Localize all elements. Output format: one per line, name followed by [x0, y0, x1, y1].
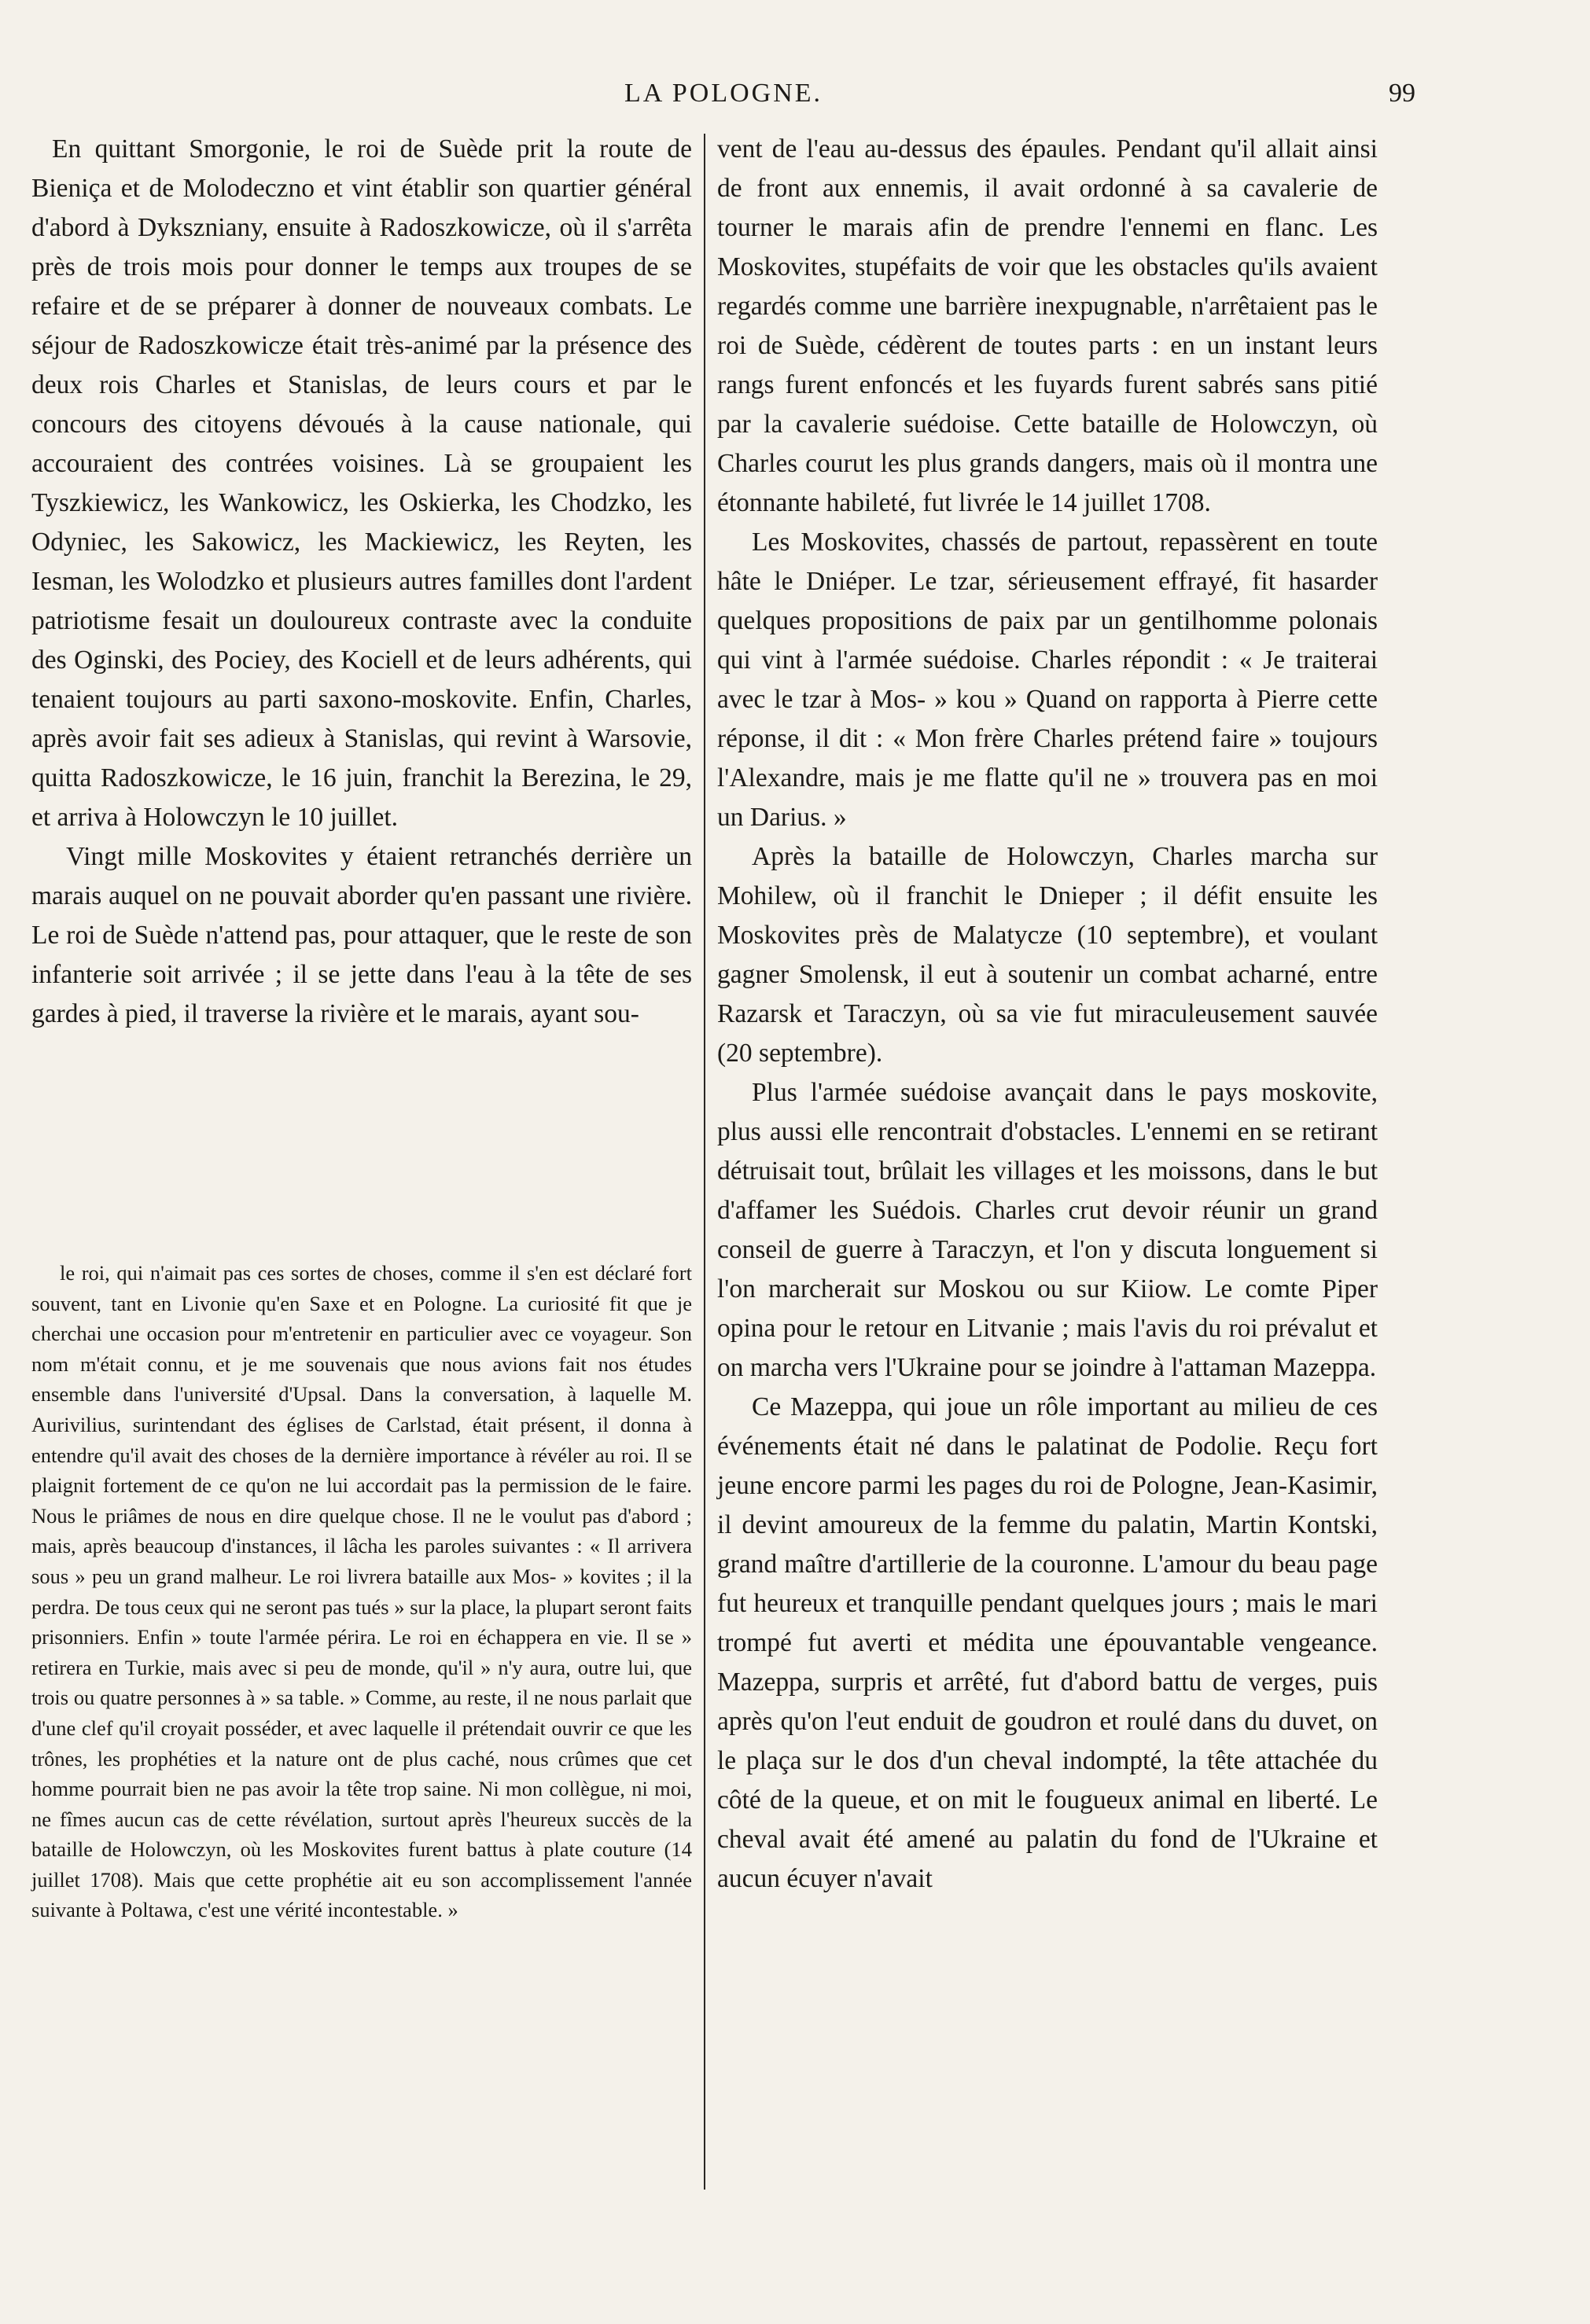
left-column	[31, 130, 692, 1034]
paragraph: Vingt mille Moskovites y étaient retranchés derrière un marais auquel on ne pouvait aborder qu'en passant une rivière. Le roi de Suède n'attend pas, pour attaquer, que le reste de son infanterie soit arrivée ; il se jette dans l'eau à la tête de ses gardes à pied, il traverse la rivière et le marais, ayant sou-	[31, 842, 692, 1028]
footnote-text: le roi, qui n'aimait pas ces sortes de choses, comme il s'en est déclaré fort souvent, tant en Livonie qu'en Saxe et en Pologne. La curiosité fit que je cherchai une occasion pour m'entretenir en particulier avec ce voyageur. Son nom m'était connu, et je me souvenais que nous avions fait nos études ensemble dans l'université d'Upsal. Dans la conversation, à laquelle M. Aurivilius, surintendant des églises de Carlstad, était présent, il donna à entendre qu'il avait des choses de la dernière importance à révéler au roi. Il se plaignit fortement de ce qu'on ne lui accordait pas la permission de le faire. Nous le priâmes de nous en dire quelque chose. Il ne le voulut pas d'abord ; mais, après beaucoup d'instances, il lâcha les paroles suivantes : « Il arrivera sous » peu un grand malheur. Le roi livrera bataille aux Mos- » kovites ; il la perdra. De tous ceux qui ne seront pas tués » sur la place, la plupart seront faits prisonniers. Enfin » toute l'armée périra. Le roi en échappera en vie. Il se » retirera en Turkie, mais avec si peu de monde, qu'il » n'y aura, outre lui, que trois ou quatre personnes à » sa table. » Comme, au reste, il ne nous parlait que d'une clef qu'il croyait posséder, et avec laquelle il prétendait ouvrir ce que les trônes, les prophéties et la nature ont de plus caché, nous crûmes que cet homme pourrait bien ne pas avoir la tête trop saine. Ni mon collègue, ni moi, ne fîmes aucun cas de cette révélation, surtout après l'heureux succès de la bataille de Holowczyn, où les Moskovites furent battus à plate couture (14 juillet 1708). Mais que cette prophétie ait eu son accomplissement l'année suivante à Poltawa, c'est une vérité incontestable. »	[31, 1261, 692, 1922]
right-column	[717, 130, 1378, 1899]
paragraph: En quittant Smorgonie, le roi de Suède prit la route de Bieniça et de Molodeczno et vint établir son quartier général d'abord à Dykszniany, ensuite à Radoszkowicze, où il s'arrêta près de trois mois pour donner le temps aux troupes de se refaire et de se préparer à donner de nouveaux combats. Le séjour de Radoszkowicze était très-animé par la présence des deux rois Charles et Stanislas, de leurs cours et par le concours des citoyens dévoués à la cause nationale, qui accouraient des contrées voisines. Là se groupaient les Tyszkiewicz, les Wankowicz, les Oskierka, les Chodzko, les Odyniec, les Sakowicz, les Mackiewicz, les Reyten, les Iesman, les Wolodzko et plusieurs autres familles dont l'ardent patriotisme fesait un douloureux contraste avec la conduite des Oginski, des Pociey, des Kociell et de leurs adhérents, qui tenaient toujours au parti saxono-moskovite. Enfin, Charles, après avoir fait ses adieux à Stanislas, qui revint à Warsovie, quitta Radoszkowicze, le 16 juin, franchit la Berezina, le 29, et arriva à Holowczyn le 10 juillet.	[31, 134, 692, 832]
running-header	[31, 79, 1415, 118]
footnote	[31, 1258, 692, 1925]
page-number: 99	[1389, 79, 1415, 108]
running-title: LA POLOGNE.	[624, 79, 823, 108]
paragraph: vent de l'eau au-dessus des épaules. Pendant qu'il allait ainsi de front aux ennemis, il avait ordonné à sa cavalerie de tourner le marais afin de prendre l'ennemi en flanc. Les Moskovites, stupéfaits de voir que les obstacles qu'ils avaient regardés comme une barrière inexpugnable, n'arrêtaient pas le roi de Suède, cédèrent de toutes parts : en un instant leurs rangs furent enfoncés et les fuyards furent sabrés sans pitié par la cavalerie suédoise. Cette bataille de Holowczyn, où Charles courut les plus grands dangers, mais où il montra une étonnante habileté, fut livrée le 14 juillet 1708.	[717, 134, 1378, 517]
paragraph: Les Moskovites, chassés de partout, repassèrent en toute hâte le Dniéper. Le tzar, sérieusement effrayé, fit hasarder quelques propositions de paix par un gentilhomme polonais qui vint à l'armée suédoise. Charles répondit : « Je traiterai avec le tzar à Mos- » kou » Quand on rapporta à Pierre cette réponse, il dit : « Mon frère Charles prétend faire » toujours l'Alexandre, mais je me flatte qu'il ne » trouvera pas en moi un Darius. »	[717, 528, 1378, 832]
paragraph: Plus l'armée suédoise avançait dans le pays moskovite, plus aussi elle rencontrait d'obstacles. L'ennemi en se retirant détruisait tout, brûlait les villages et les moissons, dans le but d'affamer les Suédois. Charles crut devoir réunir un grand conseil de guerre à Taraczyn, et l'on y discuta longuement si l'on marcherait sur Moskou ou sur Kiiow. Le comte Piper opina pour le retour en Litvanie ; mais l'avis du roi prévalut et on marcha vers l'Ukraine pour se joindre à l'attaman Mazeppa.	[717, 1078, 1378, 1382]
column-divider	[704, 134, 705, 2190]
paragraph: Après la bataille de Holowczyn, Charles marcha sur Mohilew, où il franchit le Dnieper ; il défit ensuite les Moskovites près de Malatycze (10 septembre), et voulant gagner Smolensk, il eut à soutenir un combat acharné, entre Razarsk et Taraczyn, où sa vie fut miraculeusement sauvée (20 septembre).	[717, 842, 1378, 1068]
paragraph: Ce Mazeppa, qui joue un rôle important au milieu de ces événements était né dans le palatinat de Podolie. Reçu fort jeune encore parmi les pages du roi de Pologne, Jean-Kasimir, il devint amoureux de la femme du palatin, Martin Kontski, grand maître d'artillerie de la couronne. L'amour du beau page fut heureux et tranquille pendant quelques jours ; mais le mari trompé fut averti et médita une épouvantable vengeance. Mazeppa, surpris et arrêté, fut d'abord battu de verges, puis après qu'on l'eut enduit de goudron et roulé dans du duvet, on le plaça sur le dos d'un cheval indompté, la tête attachée du côté de la queue, et on mit le fougueux animal en liberté. Le cheval avait été amené au palatin du fond de l'Ukraine et aucun écuyer n'avait	[717, 1392, 1378, 1893]
